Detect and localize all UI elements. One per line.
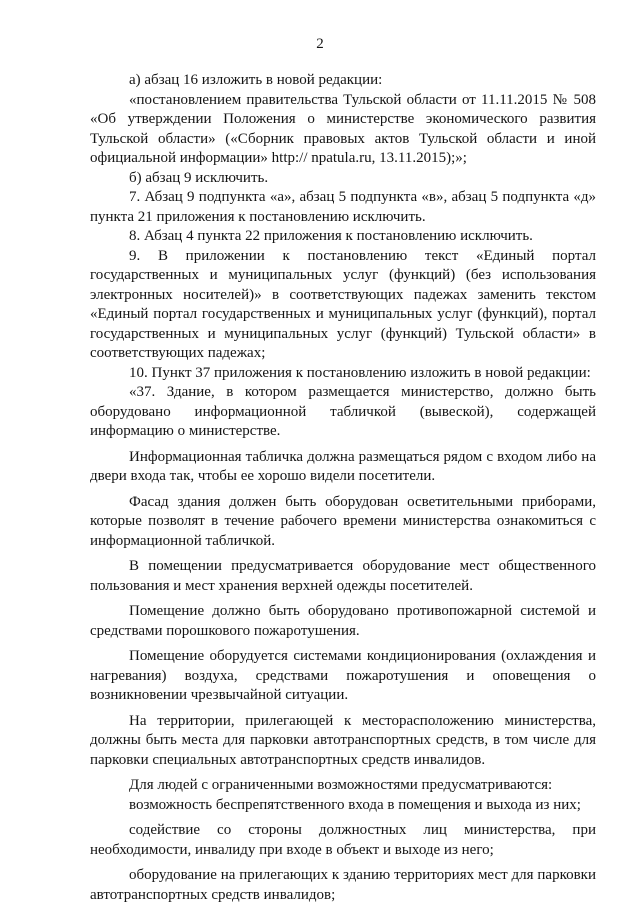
paragraph: «постановлением правительства Тульской области от 11.11.2015 № 508 «Об утверждении Положения о министерстве экономического развития Тульской области» («Сборник правовых актов Тульской области и иной официальной информации» http:// npatula.ru, 13.11.2015);»;	[90, 91, 596, 166]
paragraph: возможность беспрепятственного входа в помещения и выхода из них;	[129, 796, 581, 813]
paragraph: б) абзац 9 исключить.	[129, 169, 269, 186]
paragraph: Информационная табличка должна размещаться рядом с входом либо на двери входа так, чтобы ее хорошо видели посетители.	[90, 448, 596, 484]
paragraph: оборудование на прилегающих к зданию территориях мест для парковки автотранспортных средств инвалидов;	[90, 867, 596, 903]
paragraph: 7. Абзац 9 подпункта «а», абзац 5 подпункта «в», абзац 5 подпункта «д» пункта 21 приложения к постановлению исключить.	[90, 189, 596, 225]
paragraph: а) абзац 16 изложить в новой редакции:	[129, 72, 383, 88]
paragraph: Помещение должно быть оборудовано противопожарной системой и средствами порошкового пожаротушения.	[90, 603, 596, 639]
paragraph: содействие со стороны должностных лиц министерства, при необходимости, инвалиду при входе в объект и выходе из него;	[90, 822, 596, 858]
paragraph: Помещение оборудуется системами кондиционирования (охлаждения и нагревания) воздуха, средствами пожаротушения и оповещения о возникновении чрезвычайной ситуации.	[90, 648, 596, 703]
document-body	[90, 71, 596, 905]
paragraph: 8. Абзац 4 пункта 22 приложения к постановлению исключить.	[129, 228, 533, 244]
paragraph: Для людей с ограниченными возможностями предусматриваются:	[129, 777, 553, 793]
paragraph: В помещении предусматривается оборудование мест общественного пользования и мест хранения верхней одежды посетителей.	[90, 558, 596, 594]
paragraph: Фасад здания должен быть оборудован осветительными приборами, которые позволят в течение рабочего времени министерства ознакомиться с информационной табличкой.	[90, 493, 596, 549]
paragraph: 10. Пункт 37 приложения к постановлению изложить в новой редакции:	[129, 364, 591, 381]
paragraph: «37. Здание, в котором размещается министерство, должно быть оборудовано информационной табличкой (вывеской), содержащей информацию о министерстве.	[90, 384, 596, 439]
page-number: 2	[316, 36, 324, 52]
paragraph: На территории, прилегающей к месторасположению министерства, должны быть места для парковки автотранспортных средств, в том числе для парковки специальных автотранспортных средств инвалидов.	[90, 712, 596, 768]
paragraph: 9. В приложении к постановлению текст «Единый портал государственных и муниципальных услуг (функций) (без использования электронных носителей)» в соответствующих падежах заменить текстом «Единый портал государственных и муниципальных услуг (функций), портал государственных и муниципальных услуг (функций) Тульской области» в соответствующих падежах;	[90, 247, 596, 361]
